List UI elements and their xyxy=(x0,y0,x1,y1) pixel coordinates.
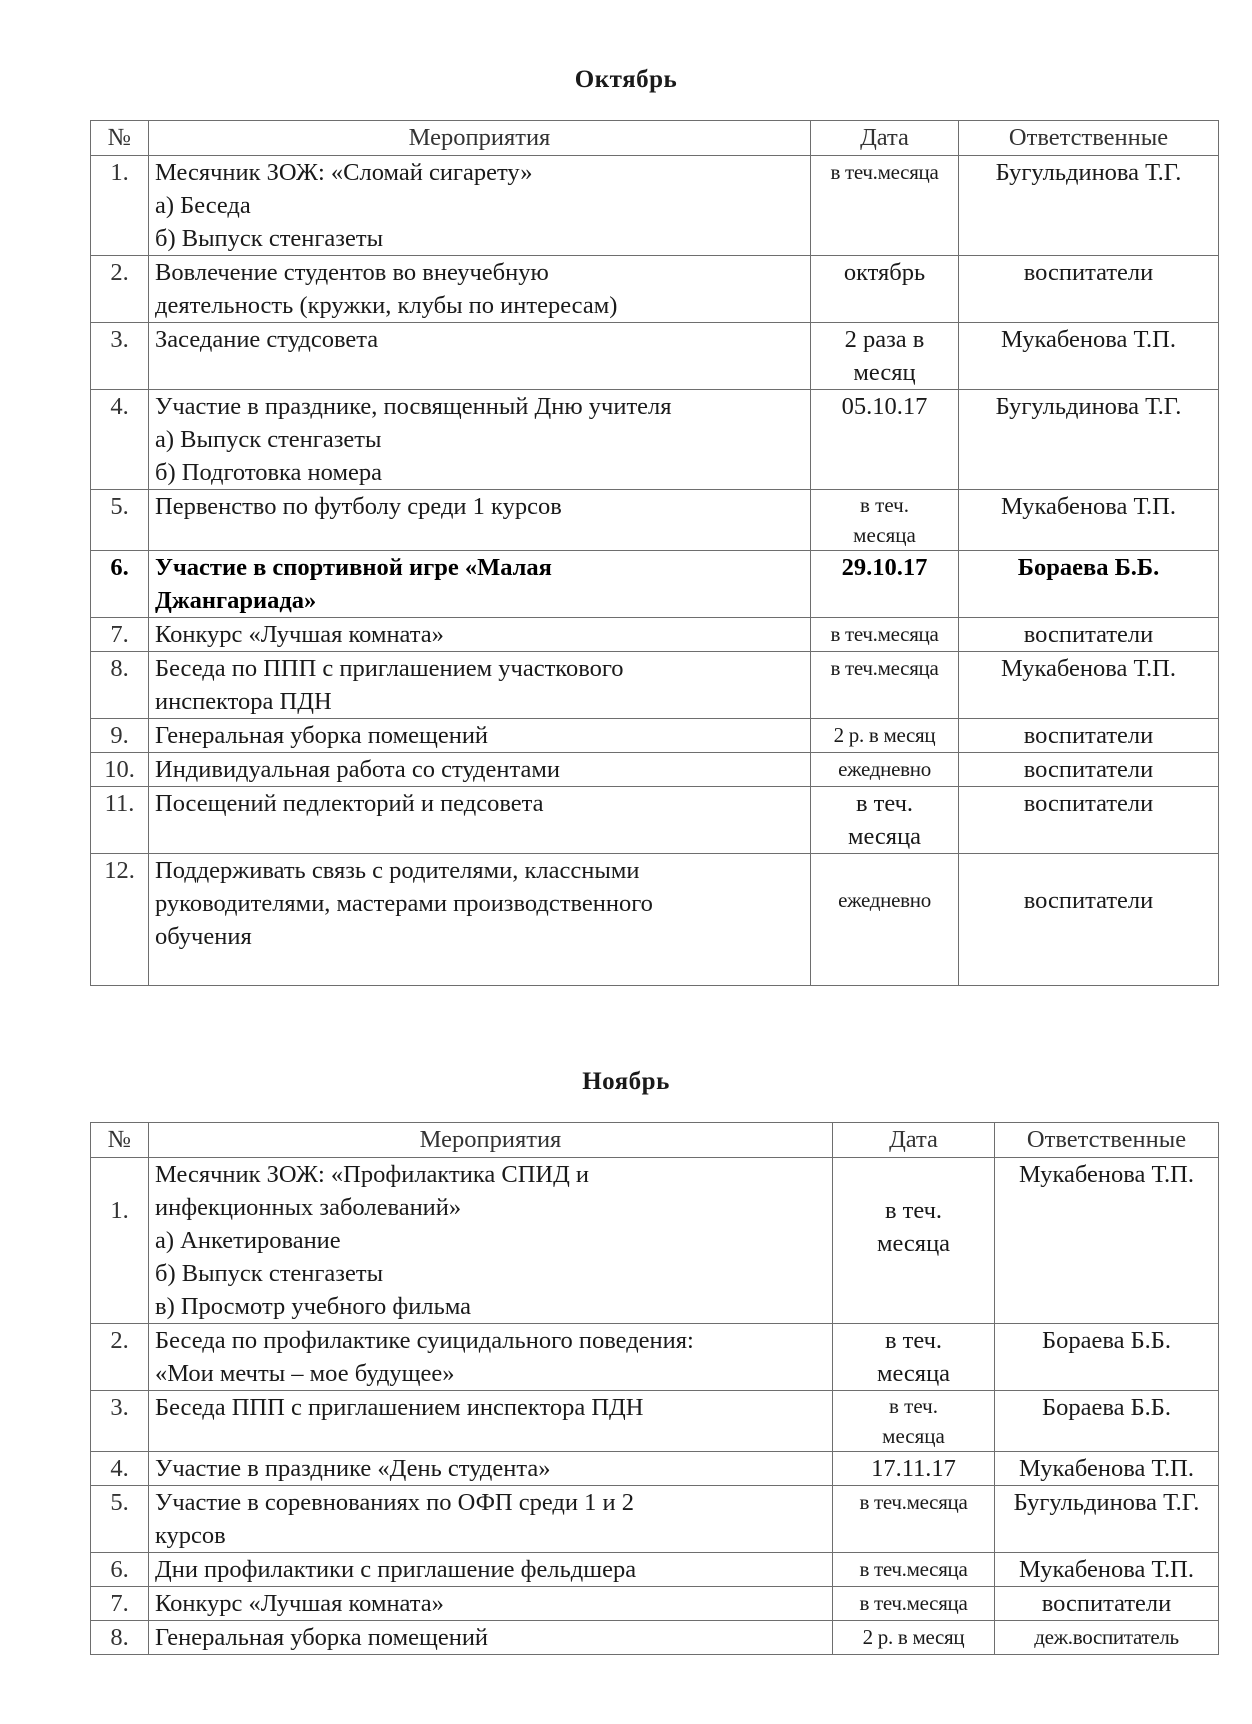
date-line: ежедневно xyxy=(838,757,931,781)
table-row xyxy=(91,854,1219,986)
row-number: 5. xyxy=(91,490,149,551)
october-title: Октябрь xyxy=(574,66,678,93)
date-cell xyxy=(833,1587,995,1621)
date-line: месяц xyxy=(853,359,916,386)
event-line: а) Выпуск стенгазеты xyxy=(155,426,382,453)
row-number: 9. xyxy=(91,719,149,753)
date-cell xyxy=(811,551,959,618)
column-header-date: Дата xyxy=(833,1123,995,1158)
date-line: в теч. xyxy=(884,1327,943,1354)
date-cell xyxy=(811,719,959,753)
event-cell xyxy=(149,1553,833,1587)
table-row xyxy=(91,787,1219,854)
row-number: 12. xyxy=(91,854,149,986)
event-line: деятельность (кружки, клубы по интересам) xyxy=(155,292,618,319)
responsible-cell: Мукабенова Т.П. xyxy=(995,1452,1219,1486)
row-number: 5. xyxy=(91,1486,149,1553)
date-line: ежедневно xyxy=(838,888,931,912)
row-number: 8. xyxy=(91,652,149,719)
date-line: месяца xyxy=(876,1230,951,1257)
event-cell xyxy=(149,1621,833,1655)
event-line: Конкурс «Лучшая комната» xyxy=(155,1590,444,1617)
date-line: 05.10.17 xyxy=(841,393,928,420)
event-line: Беседа ППП с приглашением инспектора ПДН xyxy=(155,1394,644,1421)
event-line: обучения xyxy=(155,923,252,950)
responsible-cell: воспитатели xyxy=(959,787,1219,854)
event-line: Заседание студсовета xyxy=(155,326,379,353)
row-number: 7. xyxy=(91,618,149,652)
date-line: месяца xyxy=(853,523,916,547)
table-row xyxy=(91,652,1219,719)
event-cell xyxy=(149,256,811,323)
event-cell xyxy=(149,1391,833,1452)
date-line: месяца xyxy=(876,1360,951,1387)
event-cell xyxy=(149,652,811,719)
event-cell xyxy=(149,854,811,986)
date-cell xyxy=(833,1324,995,1391)
column-header-responsible: Ответственные xyxy=(959,121,1219,156)
table-row xyxy=(91,618,1219,652)
row-number: 1. xyxy=(91,156,149,256)
event-line: Участие в спортивной игре «Малая xyxy=(155,554,552,581)
event-line: Дни профилактики с приглашение фельдшера xyxy=(155,1556,637,1583)
event-line: а) Анкетирование xyxy=(155,1227,341,1254)
event-cell xyxy=(149,1324,833,1391)
responsible-cell: Мукабенова Т.П. xyxy=(995,1158,1219,1324)
row-number: 6. xyxy=(91,1553,149,1587)
event-line: инфекционных заболеваний» xyxy=(155,1194,462,1221)
responsible-cell: Бугульдинова Т.Г. xyxy=(959,390,1219,490)
responsible-cell: Бораева Б.Б. xyxy=(959,551,1219,618)
responsible-cell: воспитатели xyxy=(959,854,1219,986)
event-line: Вовлечение студентов во внеучебную xyxy=(155,259,549,286)
row-number: 7. xyxy=(91,1587,149,1621)
event-line: Месячник ЗОЖ: «Профилактика СПИД и xyxy=(155,1161,590,1188)
event-line: Месячник ЗОЖ: «Сломай сигарету» xyxy=(155,159,533,186)
date-line: в теч. xyxy=(889,1394,938,1418)
responsible-cell: Бугульдинова Т.Г. xyxy=(959,156,1219,256)
column-header-num: № xyxy=(91,1123,149,1158)
table-row xyxy=(91,753,1219,787)
table-row xyxy=(91,1452,1219,1486)
table-row xyxy=(91,1391,1219,1452)
event-line: б) Выпуск стенгазеты xyxy=(155,1260,384,1287)
date-cell xyxy=(811,854,959,986)
event-cell xyxy=(149,1486,833,1553)
row-number: 2. xyxy=(91,1324,149,1391)
row-number: 3. xyxy=(91,323,149,390)
event-line: Участие в празднике, посвященный Дню учителя xyxy=(155,393,672,420)
row-number: 1. xyxy=(91,1158,149,1324)
date-cell xyxy=(833,1452,995,1486)
event-cell xyxy=(149,551,811,618)
november-title: Ноябрь xyxy=(582,1068,670,1095)
date-line: в теч. xyxy=(860,493,909,517)
event-cell xyxy=(149,156,811,256)
responsible-cell: воспитатели xyxy=(959,618,1219,652)
row-number: 6. xyxy=(91,551,149,618)
date-cell xyxy=(811,618,959,652)
event-line: Участие в соревнованиях по ОФП среди 1 и 2 xyxy=(155,1489,634,1516)
event-line: Индивидуальная работа со студентами xyxy=(155,756,561,783)
responsible-cell: деж.воспитатель xyxy=(995,1621,1219,1655)
event-line: в) Просмотр учебного фильма xyxy=(155,1293,472,1320)
date-line: в теч. xyxy=(884,1197,943,1224)
date-cell xyxy=(811,652,959,719)
event-cell xyxy=(149,1587,833,1621)
column-header-responsible: Ответственные xyxy=(995,1123,1219,1158)
table-row xyxy=(91,1553,1219,1587)
date-cell xyxy=(833,1621,995,1655)
event-line: Джангариада» xyxy=(155,587,317,614)
date-line: 2 раза в xyxy=(844,326,925,353)
date-cell xyxy=(833,1486,995,1553)
column-header-event: Мероприятия xyxy=(149,1123,833,1158)
date-line: октябрь xyxy=(843,259,926,286)
event-cell xyxy=(149,618,811,652)
table-row xyxy=(91,323,1219,390)
date-line: в теч.месяца xyxy=(859,1490,968,1514)
date-cell xyxy=(811,753,959,787)
date-line: 2 р. в месяц xyxy=(862,1625,965,1649)
table-row xyxy=(91,1621,1219,1655)
responsible-cell: Мукабенова Т.П. xyxy=(959,490,1219,551)
responsible-cell: Мукабенова Т.П. xyxy=(995,1553,1219,1587)
event-cell xyxy=(149,1452,833,1486)
row-number: 4. xyxy=(91,1452,149,1486)
column-header-date: Дата xyxy=(811,121,959,156)
responsible-cell: воспитатели xyxy=(959,256,1219,323)
date-cell xyxy=(811,156,959,256)
event-cell xyxy=(149,719,811,753)
event-line: инспектора ПДН xyxy=(155,688,332,715)
table-header-row xyxy=(91,121,1219,156)
event-cell xyxy=(149,753,811,787)
table-row xyxy=(91,719,1219,753)
event-line: Конкурс «Лучшая комната» xyxy=(155,621,444,648)
event-cell xyxy=(149,1158,833,1324)
table-row xyxy=(91,1486,1219,1553)
date-line: 2 р. в месяц xyxy=(833,723,936,747)
event-line: Беседа по профилактике суицидального поведения: xyxy=(155,1327,694,1354)
date-cell xyxy=(833,1553,995,1587)
responsible-cell: Бугульдинова Т.Г. xyxy=(995,1486,1219,1553)
table-row xyxy=(91,1324,1219,1391)
date-line: в теч.месяца xyxy=(830,160,939,184)
table-row xyxy=(91,551,1219,618)
responsible-cell: Бораева Б.Б. xyxy=(995,1391,1219,1452)
responsible-cell: воспитатели xyxy=(959,719,1219,753)
row-number: 2. xyxy=(91,256,149,323)
date-cell xyxy=(811,323,959,390)
november-plan-table xyxy=(90,1122,1219,1655)
event-line: б) Выпуск стенгазеты xyxy=(155,225,384,252)
october-plan-table xyxy=(90,120,1219,986)
table-row xyxy=(91,490,1219,551)
table-row xyxy=(91,1587,1219,1621)
date-line: в теч. xyxy=(855,790,914,817)
date-cell xyxy=(811,787,959,854)
event-line: Генеральная уборка помещений xyxy=(155,722,489,749)
row-number: 4. xyxy=(91,390,149,490)
event-cell xyxy=(149,390,811,490)
event-line: Первенство по футболу среди 1 курсов xyxy=(155,493,562,520)
event-cell xyxy=(149,490,811,551)
date-line: в теч.месяца xyxy=(859,1557,968,1581)
event-line: «Мои мечты – мое будущее» xyxy=(155,1360,455,1387)
row-number: 10. xyxy=(91,753,149,787)
date-line: месяца xyxy=(882,1424,945,1448)
table-row xyxy=(91,156,1219,256)
table-row xyxy=(91,256,1219,323)
event-cell xyxy=(149,787,811,854)
row-number: 11. xyxy=(91,787,149,854)
event-line: б) Подготовка номера xyxy=(155,459,382,486)
row-number: 8. xyxy=(91,1621,149,1655)
table-row xyxy=(91,390,1219,490)
table-row xyxy=(91,1158,1219,1324)
date-cell xyxy=(811,390,959,490)
event-line: Генеральная уборка помещений xyxy=(155,1624,489,1651)
event-line: курсов xyxy=(155,1522,226,1549)
event-cell xyxy=(149,323,811,390)
event-line: Участие в празднике «День студента» xyxy=(155,1455,551,1482)
event-line: руководителями, мастерами производственного xyxy=(155,890,653,917)
responsible-cell: воспитатели xyxy=(995,1587,1219,1621)
date-line: 17.11.17 xyxy=(871,1455,956,1482)
table-header-row xyxy=(91,1123,1219,1158)
event-line: Поддерживать связь с родителями, классными xyxy=(155,857,640,884)
date-cell xyxy=(811,490,959,551)
date-cell xyxy=(811,256,959,323)
event-line: а) Беседа xyxy=(155,192,251,219)
responsible-cell: воспитатели xyxy=(959,753,1219,787)
date-line: в теч.месяца xyxy=(830,656,939,680)
event-line: Посещений педлекторий и педсовета xyxy=(155,790,544,817)
event-line: Беседа по ППП с приглашением участкового xyxy=(155,655,624,682)
row-number: 3. xyxy=(91,1391,149,1452)
responsible-cell: Бораева Б.Б. xyxy=(995,1324,1219,1391)
responsible-cell: Мукабенова Т.П. xyxy=(959,323,1219,390)
date-line: 29.10.17 xyxy=(841,554,928,581)
date-line: в теч.месяца xyxy=(859,1591,968,1615)
responsible-cell: Мукабенова Т.П. xyxy=(959,652,1219,719)
column-header-event: Мероприятия xyxy=(149,121,811,156)
date-line: в теч.месяца xyxy=(830,622,939,646)
date-cell xyxy=(833,1158,995,1324)
column-header-num: № xyxy=(91,121,149,156)
date-cell xyxy=(833,1391,995,1452)
date-line: месяца xyxy=(847,823,922,850)
